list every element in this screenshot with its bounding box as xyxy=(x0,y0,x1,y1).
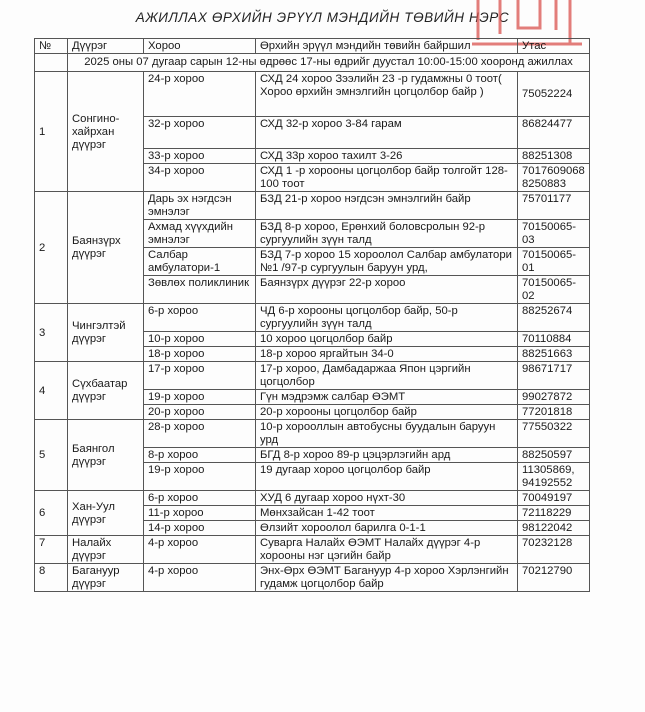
phone-cell: 99027872 xyxy=(518,390,590,405)
district-number: 1 xyxy=(35,72,68,192)
district-name: Сонгино-хайрхан дүүрэг xyxy=(68,72,144,192)
header-no: № xyxy=(35,39,68,54)
khoroo-cell: Зөвлөх поликлиник xyxy=(144,276,256,304)
location-cell: СХД 33р хороо тахилт 3-26 xyxy=(256,149,518,164)
phone-cell: 75701177 xyxy=(518,192,590,220)
khoroo-cell: 18-р хороо xyxy=(144,347,256,362)
khoroo-cell: Дарь эх нэгдсэн эмнэлэг xyxy=(144,192,256,220)
district-name: Хан-Уул дүүрэг xyxy=(68,491,144,536)
district-name: Багануур дүүрэг xyxy=(68,564,144,592)
phone-cell: 98671717 xyxy=(518,362,590,390)
phone-cell: 88250597 xyxy=(518,448,590,463)
khoroo-cell: 6-р хороо xyxy=(144,304,256,332)
district-name: Налайх дүүрэг xyxy=(68,536,144,564)
page-title: АЖИЛЛАХ ӨРХИЙН ЭРҮҮЛ МЭНДИЙН ТӨВИЙН НЭРС xyxy=(135,10,510,25)
location-cell: Мөнхзайсан 1-42 тоот xyxy=(256,506,518,521)
khoroo-cell: 4-р хороо xyxy=(144,536,256,564)
phone-cell: 70212790 xyxy=(518,564,590,592)
phone-cell: 75052224 xyxy=(518,72,590,117)
phone-cell: 88251308 xyxy=(518,149,590,164)
district-name: Чингэлтэй дүүрэг xyxy=(68,304,144,362)
phone-cell: 72118229 xyxy=(518,506,590,521)
district-number: 6 xyxy=(35,491,68,536)
location-cell: БЗД 21-р хороо нэгдсэн эмнэлгийн байр xyxy=(256,192,518,220)
location-cell: СХД 32-р хороо 3-84 гарам xyxy=(256,117,518,149)
table-row xyxy=(35,362,590,390)
phone-cell: 11305869, 94192552 xyxy=(518,463,590,491)
khoroo-cell: 11-р хороо xyxy=(144,506,256,521)
location-cell: 10 хороо цогцолбор байр xyxy=(256,332,518,347)
location-cell: БЗД 7-р хороо 15 хороолол Салбар амбулатори №1 /97-р сургуулын баруун урд, xyxy=(256,248,518,276)
khoroo-cell: 10-р хороо xyxy=(144,332,256,347)
location-cell: Гүн мэдрэмж салбар ӨЭМТ xyxy=(256,390,518,405)
location-cell: Суварга Налайх ӨЭМТ Налайх дүүрэг 4-р хорооны нэг цэгийн байр xyxy=(256,536,518,564)
khoroo-cell: 20-р хороо xyxy=(144,405,256,420)
table-row xyxy=(35,564,590,592)
khoroo-cell: 19-р хороо xyxy=(144,390,256,405)
table-row xyxy=(35,536,590,564)
phone-cell: 70176090688250883 xyxy=(518,164,590,192)
phone-cell: 77201818 xyxy=(518,405,590,420)
phone-cell: 70110884 xyxy=(518,332,590,347)
phone-cell: 77550322 xyxy=(518,420,590,448)
header-district: Дүүрэг xyxy=(68,39,144,54)
table-row xyxy=(35,304,590,332)
district-name: Сүхбаатар дүүрэг xyxy=(68,362,144,420)
table-header-row xyxy=(35,39,590,54)
khoroo-cell: 24-р хороо xyxy=(144,72,256,117)
khoroo-cell: 34-р хороо xyxy=(144,164,256,192)
khoroo-cell: Салбар амбулатори-1 xyxy=(144,248,256,276)
phone-cell: 86824477 xyxy=(518,117,590,149)
table-row xyxy=(35,491,590,506)
location-cell: СХД 24 хороо Зээлийн 23 -р гудамжны 0 тоот( Хороо өрхийн эмнэлгийн цогцолбор байр ) xyxy=(256,72,518,117)
location-cell: ЧД 6-р хорооны цогцолбор байр, 50-р сургуулийн зүүн талд xyxy=(256,304,518,332)
location-cell: 19 дугаар хороо цогцолбор байр xyxy=(256,463,518,491)
header-location: Өрхийн эрүүл мэндийн төвийн байршил xyxy=(256,39,518,54)
district-number: 2 xyxy=(35,192,68,304)
phone-cell: 70049197 xyxy=(518,491,590,506)
district-name: Баянгол дүүрэг xyxy=(68,420,144,491)
khoroo-cell: 6-р хороо xyxy=(144,491,256,506)
health-center-table xyxy=(34,38,590,592)
schedule-text: 2025 оны 07 дугаар сарын 12-ны өдрөөс 17-ны өдрийг дуустал 10:00-15:00 хооронд ажиллах xyxy=(68,54,590,72)
phone-cell: 70150065-02 xyxy=(518,276,590,304)
district-number: 7 xyxy=(35,536,68,564)
location-cell: 10-р хорооллын автобусны буудалын баруун урд xyxy=(256,420,518,448)
khoroo-cell: 33-р хороо xyxy=(144,149,256,164)
phone-cell: 88252674 xyxy=(518,304,590,332)
phone-cell: 70150065-03 xyxy=(518,220,590,248)
district-number: 5 xyxy=(35,420,68,491)
khoroo-cell: 4-р хороо xyxy=(144,564,256,592)
khoroo-cell: 28-р хороо xyxy=(144,420,256,448)
header-khoroo: Хороо xyxy=(144,39,256,54)
table-row xyxy=(35,192,590,220)
district-number: 4 xyxy=(35,362,68,420)
khoroo-cell: 32-р хороо xyxy=(144,117,256,149)
khoroo-cell: 14-р хороо xyxy=(144,521,256,536)
khoroo-cell: 17-р хороо xyxy=(144,362,256,390)
table-row xyxy=(35,420,590,448)
location-cell: Өлзийт хороолол барилга 0-1-1 xyxy=(256,521,518,536)
phone-cell: 70150065-01 xyxy=(518,248,590,276)
district-number: 3 xyxy=(35,304,68,362)
district-name: Баянзүрх дүүрэг xyxy=(68,192,144,304)
location-cell: 17-р хороо, Дамбадаржаа Япон цэргийн цогцолбор xyxy=(256,362,518,390)
phone-cell: 70232128 xyxy=(518,536,590,564)
location-cell: БЗД 8-р хороо, Ерөнхий боловсролын 92-р сургуулийн зүүн талд xyxy=(256,220,518,248)
phone-cell: 88251663 xyxy=(518,347,590,362)
location-cell: Баянзүрх дүүрэг 22-р хороо xyxy=(256,276,518,304)
location-cell: 18-р хороо яргайтын 34-0 xyxy=(256,347,518,362)
district-number: 8 xyxy=(35,564,68,592)
location-cell: Энх-Өрх ӨЭМТ Багануур 4-р хороо Хэрлэнгийн гудамж цогцолбор байр xyxy=(256,564,518,592)
header-phone: Утас xyxy=(518,39,590,54)
location-cell: БГД 8-р хороо 89-р цэцэрлэгийн ард xyxy=(256,448,518,463)
table-row xyxy=(35,72,590,117)
location-cell: 20-р хорооны цогцолбор байр xyxy=(256,405,518,420)
location-cell: ХУД 6 дугаар хороо нүхт-30 xyxy=(256,491,518,506)
location-cell: СХД 1 -р хорооны цогцолбор байр толгойт 128-100 тоот xyxy=(256,164,518,192)
khoroo-cell: 8-р хороо xyxy=(144,448,256,463)
khoroo-cell: 19-р хороо xyxy=(144,463,256,491)
khoroo-cell: Ахмад хүүхдийн эмнэлэг xyxy=(144,220,256,248)
phone-cell: 98122042 xyxy=(518,521,590,536)
schedule-row xyxy=(35,54,590,72)
